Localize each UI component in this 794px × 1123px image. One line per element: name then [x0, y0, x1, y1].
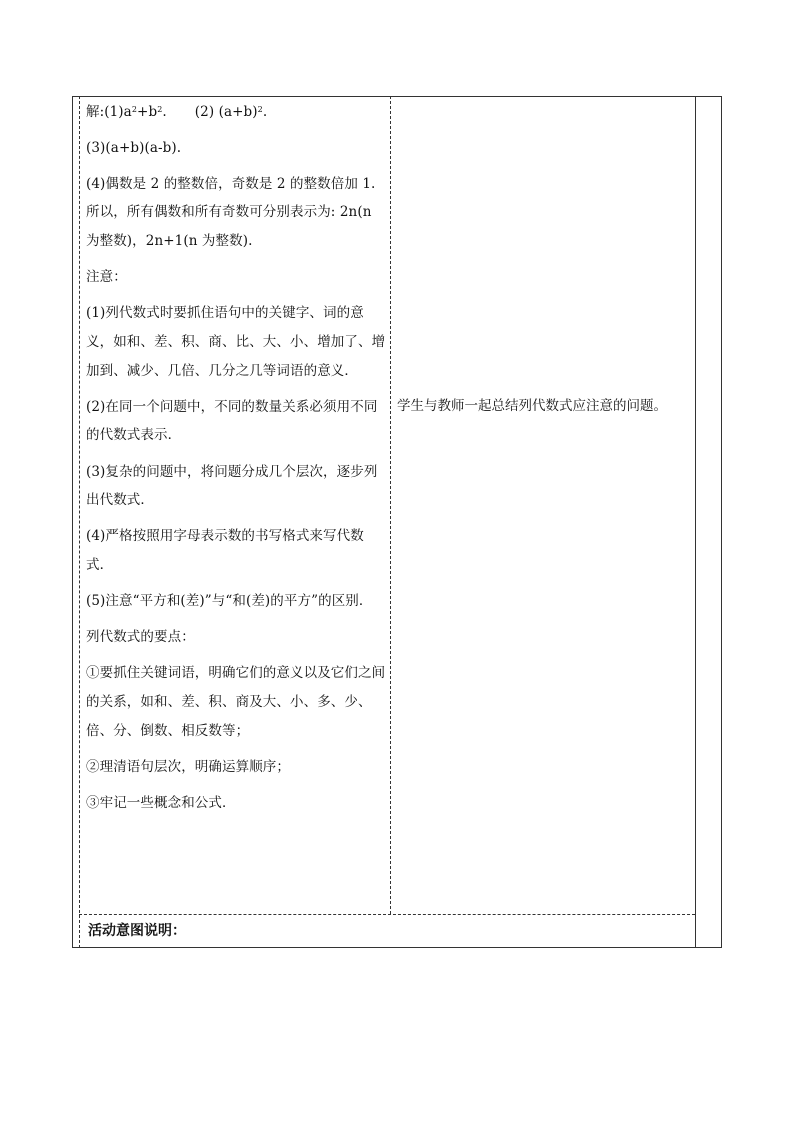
note-3: (3)复杂的问题中，将问题分成几个层次，逐步列出代数式． [86, 463, 378, 509]
activity-intent-label: 活动意图说明： [88, 923, 186, 939]
teaching-content-cell [86, 98, 386, 825]
answer-prefix: 解: [86, 104, 105, 120]
note-title: 注意： [86, 269, 127, 286]
note-2: (2)在同一个问题中，不同的数量关系必须用不同的代数式表示． [86, 398, 378, 444]
keypoints-title: 列代数式的要点： [86, 629, 195, 646]
note-5: (5)注意“平方和(差)”与“和(差)的平方”的区别． [86, 593, 373, 610]
student-activity-text: 学生与教师一起总结列代数式应注意的问题。 [397, 398, 667, 414]
left-cell-border [79, 96, 80, 948]
answer-2-end: . [262, 104, 268, 120]
keypoint-1: ①要抓住关键词语，明确它们的意义以及它们之间的关系，如和、差、积、商及大、小、多、少、倍、分、倒数、相反数等； [86, 665, 386, 739]
table-inner-border [695, 96, 696, 948]
footer-divider [79, 914, 695, 915]
answer-1-mid: +b [137, 104, 158, 120]
keypoint-2: ②理清语句层次，明确运算顺序； [86, 758, 290, 775]
answer-2: (2) (a+b) [194, 104, 258, 120]
note-4: (4)严格按照用字母表示数的书写格式来写代数式． [86, 528, 364, 573]
answer-3: (3)(a+b)(a-b). [86, 139, 182, 156]
note-1: (1)列代数式时要抓住语句中的关键字、词的意义，如和、差、积、商、比、大、小、增加了、增加到、减少、几倍、几分之几等词语的意义． [86, 305, 386, 379]
answer-4: (4)偶数是 2 的整数倍，奇数是 2 的整数倍加 1.所以，所有偶数和所有奇数可分别表示为: 2n(n 为整数)，2n+1(n 为整数). [86, 175, 376, 249]
keypoint-3: ③牢记一些概念和公式． [86, 795, 236, 811]
answer-1: (1)a [104, 104, 132, 120]
exponent: 2 [257, 105, 263, 114]
exponent: 2 [157, 105, 163, 114]
column-divider [390, 96, 391, 914]
answer-1-end: . [162, 104, 167, 120]
answer-line-1 [86, 98, 386, 126]
exponent: 2 [131, 105, 138, 114]
